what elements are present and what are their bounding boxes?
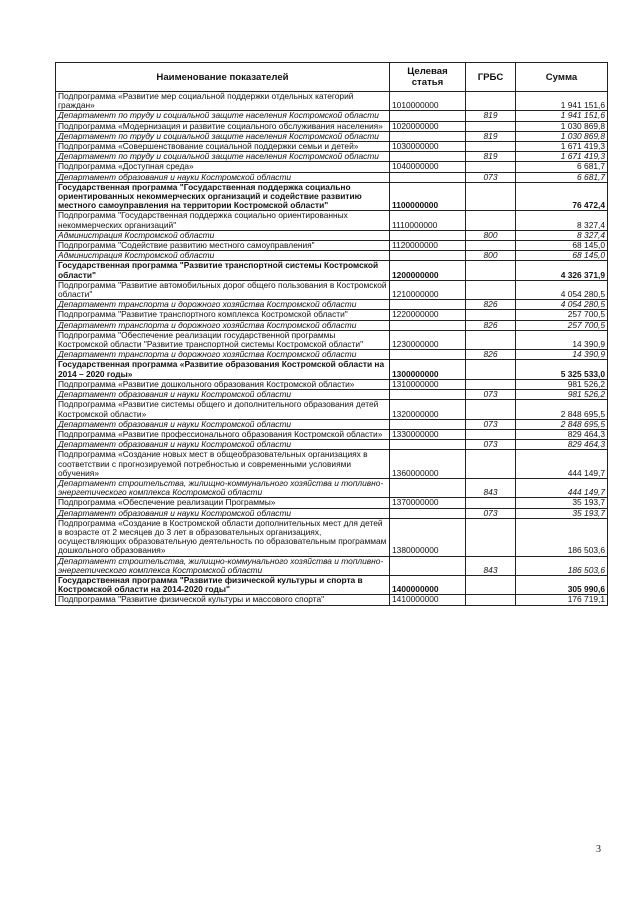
row-name-cell: Подпрограмма "Государственная поддержка социально ориентированных некоммерческих организаций" [56,211,390,230]
row-name-cell: Государственная программа "Развитие физической культуры и спорта в Костромской области на 2014-2020 годы" [56,575,390,594]
table-header-row [56,63,608,92]
row-name-cell: Подпрограмма «Развитие профессионального образования Костромской области» [56,429,390,439]
row-code-cell: 1200000000 [390,261,466,280]
budget-table [55,62,608,606]
table-row [56,595,608,605]
row-grbs-cell [466,379,516,389]
row-code-cell [390,478,466,497]
row-name-cell: Департамент строительства, жилищно-коммунального хозяйства и топливно-энергетического комплекса Костромской области [56,478,390,497]
row-code-cell: 1120000000 [390,241,466,251]
table-row [56,360,608,379]
row-name-cell: Департамент образования и науки Костромской области [56,172,390,182]
row-code-cell: 1210000000 [390,280,466,299]
table-row [56,111,608,121]
table-row [56,429,608,439]
header-sum: Сумма [516,63,608,92]
row-name-cell: Подпрограмма «Развитие дошкольного образования Костромской области» [56,379,390,389]
table-row [56,121,608,131]
row-code-cell [390,419,466,429]
table-row [56,556,608,575]
table-row [56,320,608,330]
row-grbs-cell: 819 [466,131,516,141]
row-name-cell: Департамент образования и науки Костромской области [56,419,390,429]
row-sum-cell: 1 941 151,6 [516,92,608,111]
row-code-cell [390,440,466,450]
row-sum-cell: 6 681,7 [516,172,608,182]
row-name-cell: Подпрограмма «Модернизация и развитие социального обслуживания населения» [56,121,390,131]
table-row [56,152,608,162]
row-code-cell: 1040000000 [390,162,466,172]
row-grbs-cell [466,575,516,594]
row-grbs-cell [466,261,516,280]
table-row [56,575,608,594]
row-grbs-cell [466,330,516,349]
row-name-cell: Государственная программа «Развитие образования Костромской области на 2014 – 2020 годы» [56,360,390,379]
row-grbs-cell [466,121,516,131]
row-code-cell: 1310000000 [390,379,466,389]
row-name-cell: Подпрограмма «Создание новых мест в общеобразовательных организациях в соответствии с прогнозируемой потребностью и современными условиями обучения» [56,450,390,479]
table-row [56,508,608,518]
row-grbs-cell: 073 [466,390,516,400]
row-code-cell [390,320,466,330]
row-sum-cell: 14 390,9 [516,350,608,360]
row-sum-cell: 35 193,7 [516,498,608,508]
table-row [56,211,608,230]
table-row [56,280,608,299]
table-row [56,251,608,261]
row-name-cell: Администрация Костромской области [56,230,390,240]
row-name-cell: Департамент транспорта и дорожного хозяйства Костромской области [56,300,390,310]
row-sum-cell: 4 054 280,5 [516,300,608,310]
row-name-cell: Подпрограмма «Создание в Костромской области дополнительных мест для детей в возрасте от 2 месяцев до 3 лет в образовательных организациях, осуществляющих образовательную деятельность по образовательным программам дошкольного образования» [56,518,390,556]
row-name-cell: Подпрограмма "Развитие транспортного комплекса Костромской области" [56,310,390,320]
row-name-cell: Подпрограмма «Обеспечение реализации Программы» [56,498,390,508]
row-grbs-cell [466,241,516,251]
table-row [56,142,608,152]
row-name-cell: Департамент транспорта и дорожного хозяйства Костромской области [56,320,390,330]
row-grbs-cell [466,498,516,508]
row-code-cell: 1410000000 [390,595,466,605]
row-code-cell: 1110000000 [390,211,466,230]
row-sum-cell: 4 054 280,5 [516,280,608,299]
row-grbs-cell: 073 [466,419,516,429]
table-row [56,379,608,389]
row-grbs-cell [466,595,516,605]
row-grbs-cell [466,518,516,556]
row-grbs-cell [466,211,516,230]
row-grbs-cell: 800 [466,230,516,240]
row-grbs-cell [466,92,516,111]
table-row [56,310,608,320]
row-grbs-cell [466,142,516,152]
table-row [56,390,608,400]
table-row [56,350,608,360]
row-code-cell [390,111,466,121]
row-sum-cell: 1 941 151,6 [516,111,608,121]
table-row [56,440,608,450]
row-name-cell: Подпрограмма «Совершенствование социальной поддержки семьи и детей» [56,142,390,152]
row-name-cell: Подпрограмма "Развитие физической культуры и массового спорта" [56,595,390,605]
row-grbs-cell: 826 [466,300,516,310]
row-code-cell: 1330000000 [390,429,466,439]
row-code-cell [390,251,466,261]
row-name-cell: Департамент по труду и социальной защите населения Костромской области [56,131,390,141]
row-code-cell: 1380000000 [390,518,466,556]
row-name-cell: Государственная программа "Развитие транспортной системы Костромской области" [56,261,390,280]
row-code-cell: 1030000000 [390,142,466,152]
row-sum-cell: 186 503,6 [516,518,608,556]
row-name-cell: Департамент образования и науки Костромской области [56,390,390,400]
row-grbs-cell: 826 [466,320,516,330]
row-grbs-cell [466,400,516,419]
row-name-cell: Департамент строительства, жилищно-коммунального хозяйства и топливно-энергетического комплекса Костромской области [56,556,390,575]
row-sum-cell: 1 671 419,3 [516,142,608,152]
row-grbs-cell [466,429,516,439]
row-code-cell: 1400000000 [390,575,466,594]
row-sum-cell: 68 145,0 [516,251,608,261]
row-sum-cell: 444 149,7 [516,450,608,479]
row-grbs-cell: 819 [466,111,516,121]
row-code-cell [390,131,466,141]
table-row [56,300,608,310]
row-sum-cell: 829 464,3 [516,429,608,439]
row-name-cell: Администрация Костромской области [56,251,390,261]
row-grbs-cell [466,310,516,320]
table-row [56,330,608,349]
row-code-cell [390,350,466,360]
row-code-cell: 1360000000 [390,450,466,479]
row-grbs-cell: 073 [466,172,516,182]
row-sum-cell: 2 848 695,5 [516,400,608,419]
row-grbs-cell: 826 [466,350,516,360]
row-sum-cell: 4 326 371,9 [516,261,608,280]
row-grbs-cell [466,280,516,299]
row-sum-cell: 981 526,2 [516,390,608,400]
table-row [56,419,608,429]
table-body [56,92,608,606]
row-code-cell [390,230,466,240]
row-sum-cell: 14 390,9 [516,330,608,349]
document-page [55,62,607,606]
row-code-cell: 1220000000 [390,310,466,320]
row-grbs-cell: 819 [466,152,516,162]
row-name-cell: Государственная программа "Государственная поддержка социально ориентированных некоммерческих организаций и содействие развитию местного самоуправления на территории Костромской области" [56,182,390,211]
header-code: Целевая статья [390,63,466,92]
row-name-cell: Департамент образования и науки Костромской области [56,440,390,450]
row-grbs-cell: 843 [466,478,516,497]
row-code-cell: 1300000000 [390,360,466,379]
table-row [56,182,608,211]
table-row [56,450,608,479]
row-name-cell: Подпрограмма «Доступная среда» [56,162,390,172]
table-row [56,241,608,251]
row-code-cell [390,508,466,518]
row-sum-cell: 1 030 869,8 [516,121,608,131]
row-name-cell: Департамент транспорта и дорожного хозяйства Костромской области [56,350,390,360]
row-code-cell: 1230000000 [390,330,466,349]
row-code-cell [390,556,466,575]
row-sum-cell: 35 193,7 [516,508,608,518]
row-sum-cell: 981 526,2 [516,379,608,389]
table-row [56,131,608,141]
row-code-cell: 1100000000 [390,182,466,211]
table-row [56,162,608,172]
row-sum-cell: 2 848 695,5 [516,419,608,429]
row-sum-cell: 305 990,6 [516,575,608,594]
row-grbs-cell [466,182,516,211]
row-code-cell [390,172,466,182]
table-row [56,172,608,182]
row-name-cell: Подпрограмма «Развитие системы общего и дополнительного образования детей Костромской области» [56,400,390,419]
row-grbs-cell: 800 [466,251,516,261]
table-row [56,92,608,111]
row-name-cell: Подпрограмма "Обеспечение реализации государственной программы Костромской области "Развитие транспортной системы Костромской области" [56,330,390,349]
row-grbs-cell: 073 [466,508,516,518]
row-code-cell: 1010000000 [390,92,466,111]
row-code-cell: 1020000000 [390,121,466,131]
table-row [56,498,608,508]
row-sum-cell: 8 327,4 [516,211,608,230]
table-row [56,261,608,280]
header-name: Наименование показателей [56,63,390,92]
row-code-cell: 1370000000 [390,498,466,508]
row-sum-cell: 1 030 869,8 [516,131,608,141]
row-grbs-cell [466,162,516,172]
row-name-cell: Подпрограмма "Развитие автомобильных дорог общего пользования в Костромской области" [56,280,390,299]
row-sum-cell: 8 327,4 [516,230,608,240]
header-grbs: ГРБС [466,63,516,92]
row-grbs-cell: 073 [466,440,516,450]
row-sum-cell: 76 472,4 [516,182,608,211]
row-sum-cell: 176 719,1 [516,595,608,605]
row-name-cell: Подпрограмма "Содействие развитию местного самоуправления" [56,241,390,251]
row-sum-cell: 829 464,3 [516,440,608,450]
row-name-cell: Департамент по труду и социальной защите населения Костромской области [56,152,390,162]
row-code-cell [390,300,466,310]
row-name-cell: Департамент по труду и социальной защите населения Костромской области [56,111,390,121]
row-name-cell: Департамент образования и науки Костромской области [56,508,390,518]
row-sum-cell: 68 145,0 [516,241,608,251]
row-sum-cell: 257 700,5 [516,310,608,320]
row-grbs-cell [466,360,516,379]
row-grbs-cell [466,450,516,479]
row-sum-cell: 5 325 533,0 [516,360,608,379]
row-code-cell [390,152,466,162]
table-row [56,478,608,497]
row-sum-cell: 444 149,7 [516,478,608,497]
page-number: 3 [596,844,601,855]
row-code-cell: 1320000000 [390,400,466,419]
table-row [56,518,608,556]
row-sum-cell: 186 503,6 [516,556,608,575]
row-sum-cell: 257 700,5 [516,320,608,330]
table-row [56,400,608,419]
row-code-cell [390,390,466,400]
row-sum-cell: 6 681,7 [516,162,608,172]
row-grbs-cell: 843 [466,556,516,575]
row-name-cell: Подпрограмма «Развитие мер социальной поддержки отдельных категорий граждан» [56,92,390,111]
row-sum-cell: 1 671 419,3 [516,152,608,162]
table-row [56,230,608,240]
